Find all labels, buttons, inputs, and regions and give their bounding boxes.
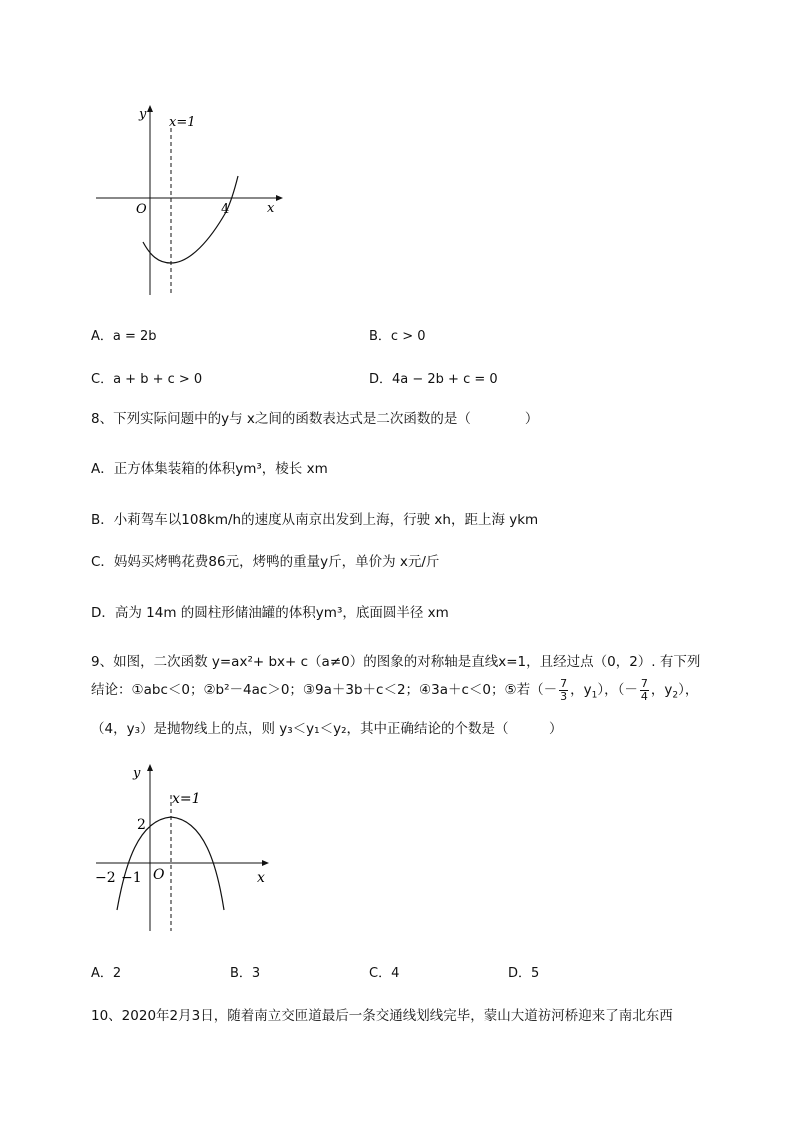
tick-label-4: 4 [221, 202, 230, 217]
q9-line2-part-d: ，y [650, 682, 673, 698]
x-axis-arrow [262, 860, 269, 866]
q9-stem-line-3: （4，y₃）是抛物线上的点，则 y₃＜y₁＜y₂，其中正确结论的个数是（ ） [91, 721, 563, 737]
fraction-numerator: 7 [640, 676, 648, 690]
q7-option-b[interactable]: B．c > 0 [369, 329, 426, 344]
symmetry-line-label: x=1 [169, 115, 196, 130]
origin-label: O [153, 867, 165, 883]
y-label: y [133, 766, 141, 781]
q9-line2-part-a: 结论：①abc＜0；②b²－4ac＞0；③9a＋3b＋c＜2；④3a＋c＜0；⑤若（－ [91, 682, 558, 698]
q7-option-d[interactable]: D．4a − 2b + c = 0 [369, 372, 498, 387]
q9-option-d[interactable]: D．5 [508, 966, 540, 981]
q7-option-c[interactable]: C．a + b + c > 0 [91, 372, 203, 387]
fraction-numerator: 7 [560, 676, 568, 690]
q8-option-a[interactable]: A．正方体集装箱的体积ym³，棱长 xm [91, 461, 328, 477]
subscript-2: 2 [672, 690, 679, 701]
symmetry-line-label: x=1 [172, 791, 201, 807]
fraction-denominator: 4 [640, 689, 648, 703]
x-tick-label-neg1: −1 [121, 870, 142, 886]
subscript-1: 1 [591, 690, 598, 701]
y-axis-arrow [147, 764, 153, 771]
q9-line2-part-c: ），（－ [597, 682, 638, 698]
q8-option-c[interactable]: C．妈妈买烤鸭花费86元，烤鸭的重量y斤，单价为 x元/斤 [91, 554, 440, 570]
fraction-7-4 [640, 678, 649, 703]
q7-option-a[interactable]: A．a = 2b [91, 329, 157, 344]
q8-option-d[interactable]: D．高为 14m 的圆柱形储油罐的体积ym³，底面圆半径 xm [91, 605, 449, 621]
fraction-denominator: 3 [560, 689, 568, 703]
parabola-curve [143, 176, 238, 263]
y-tick-label-2: 2 [137, 817, 146, 833]
q9-option-c[interactable]: C．4 [369, 966, 400, 981]
x-axis-arrow [276, 195, 283, 201]
q8-stem: 8、下列实际问题中的y与 x之间的函数表达式是二次函数的是（ ） [91, 411, 539, 427]
q9-option-a[interactable]: A．2 [91, 966, 122, 981]
q8-option-b[interactable]: B．小莉驾车以108km/h的速度从南京出发到上海，行驶 xh，距上海 ykm [91, 512, 539, 528]
q9-stem-line-1: 9、如图，二次函数 y=ax²+ bx+ c（a≠0）的图象的对称轴是直线x=1，且经过点（0，2）. 有下列 [91, 654, 701, 670]
q9-stem-line-2 [91, 676, 698, 710]
q9-option-b[interactable]: B．3 [230, 966, 261, 981]
x-tick-label-neg2: −2 [95, 870, 116, 886]
x-label: x [257, 870, 265, 886]
x-label: x [267, 201, 275, 216]
figure-1-parabola-graph [90, 100, 290, 300]
y-label: y [139, 107, 147, 122]
y-axis-arrow [147, 105, 153, 112]
figure-2-parabola-graph [90, 755, 290, 940]
fraction-7-3 [559, 678, 568, 703]
origin-label: O [136, 202, 147, 217]
q9-line2-part-b: ，y [570, 682, 592, 698]
q9-line2-part-e: ）， [678, 682, 699, 698]
q10-stem-line-1: 10、2020年2月3日，随着南立交匝道最后一条交通线划线完毕，蒙山大道祊河桥迎来了南北东西 [91, 1008, 673, 1024]
